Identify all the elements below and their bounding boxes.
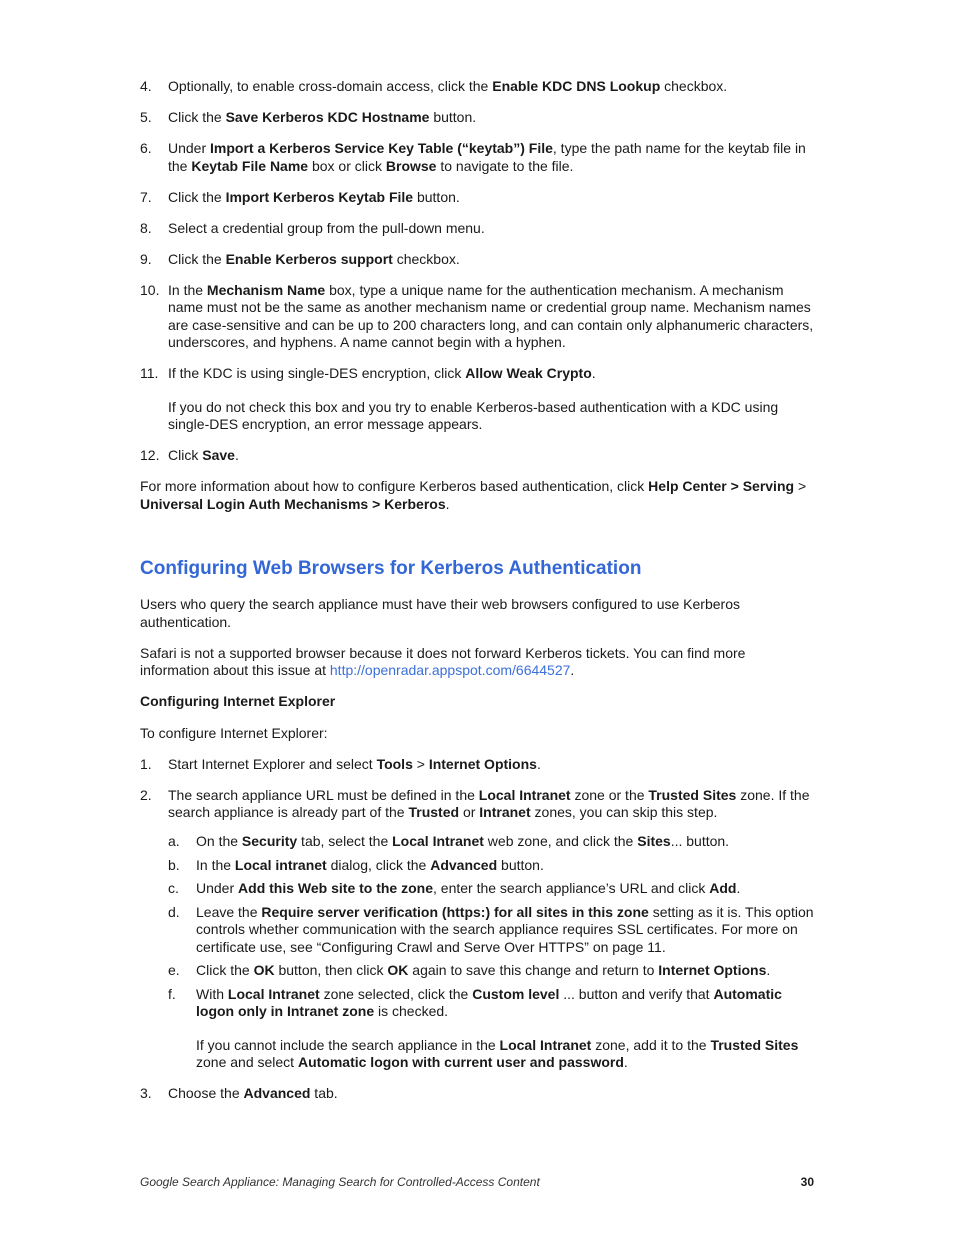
step-6: 6. Under Import a Kerberos Service Key Table (“keytab”) File, type the path name for the keytab file in the Keytab File Name box or click Browse to navigate to the file.: [140, 140, 806, 174]
ie-step-1: 1. Start Internet Explorer and select Tools > Internet Options.: [140, 755, 541, 772]
browsers-paragraph: Users who query the search appliance must have their web browsers configured to use Kerberos authentication.: [140, 596, 740, 630]
page-footer: [140, 1174, 816, 1192]
step-12: 12. Click Save.: [140, 447, 239, 463]
ie-substep-e: e. Click the OK button, then click OK again to save this change and return to Internet Options.: [168, 962, 771, 978]
step-7: 7. Click the Import Kerberos Keytab File button.: [140, 188, 460, 205]
section-title: Configuring Web Browsers for Kerberos Authentication: [140, 558, 642, 579]
step-9: 9. Click the Enable Kerberos support checkbox.: [140, 250, 460, 267]
ie-substeps: [168, 833, 816, 1072]
ie-substep-f-note: If you cannot include the search appliance in the Local Intranet zone, add it to the Trusted Sites zone and select Automatic logon with current user and password.: [196, 1036, 799, 1070]
ie-substep-d: d. Leave the Require server verification (https:) for all sites in this zone setting as it is. This option controls whether communication with the search appliance requires SSL certificates. For more on certificate use, see “Configuring Crawl and Serve Over HTTPS” on page 11.: [168, 903, 814, 955]
ie-substep-b: b. In the Local intranet dialog, click the Advanced button.: [168, 856, 544, 873]
step-8: 8. Select a credential group from the pull-down menu.: [140, 219, 485, 236]
footer-title: Google Search Appliance: Managing Search for Controlled-Access Content: [140, 1175, 540, 1189]
ie-substep-c: c. Under Add this Web site to the zone, enter the search appliance’s URL and click Add.: [168, 880, 741, 896]
openradar-link[interactable]: http://openradar.appspot.com/6644527: [329, 662, 571, 678]
ie-intro: To configure Internet Explorer:: [140, 724, 328, 741]
ie-heading: Configuring Internet Explorer: [140, 693, 336, 709]
ie-step-2: 2. The search appliance URL must be defined in the Local Intranet zone or the Trusted Sites zone. If the search appliance is already part of the Trusted or Intranet zones, you can skip this step.: [140, 786, 810, 820]
safari-paragraph: Safari is not a supported browser because it does not forward Kerberos tickets. You can find more information about this issue at http://openradar.appspot.com/6644527.: [140, 644, 746, 678]
step-4: 4. Optionally, to enable cross-domain access, click the Enable KDC DNS Lookup checkbox.: [140, 78, 728, 94]
ie-substep-a: a. On the Security tab, select the Local Intranet web zone, and click the Sites... button.: [168, 833, 730, 849]
ie-step-3: 3. Choose the Advanced tab.: [140, 1084, 338, 1101]
step-5: 5. Click the Save Kerberos KDC Hostname button.: [140, 109, 477, 125]
more-info-paragraph: For more information about how to configure Kerberos based authentication, click Help Center > Serving > Universal Login Auth Mechanisms > Kerberos.: [140, 478, 807, 512]
page-number: 30: [800, 1175, 814, 1189]
ie-substep-f: f. With Local Intranet zone selected, click the Custom level ... button and verify that Automatic logon only in Intranet zone is checked. If you cannot include the search appliance in the Local Intranet zone, add it to the Trusted Sites zone and select Automatic logon with current user and password.: [168, 986, 816, 1072]
document-body: [140, 78, 816, 1116]
step-10: 10. In the Mechanism Name box, type a unique name for the authentication mechanism. A mechanism name must not be the same as another mechanism name or credential group name. Mechanism names are case-sensitive and can be up to 200 characters long, and can contain only alphanumeric characters, underscores, and hyphens. A name cannot begin with a hyphen.: [140, 281, 814, 350]
step-11: 11. If the KDC is using single-DES encryption, click Allow Weak Crypto. If you do not check this box and you try to enable Kerberos-based authentication with a KDC using single-DES encryption, an error message appears.: [140, 365, 816, 434]
step-11-note: If you do not check this box and you try to enable Kerberos-based authentication with a KDC using single-DES encryption, an error message appears.: [168, 398, 779, 432]
